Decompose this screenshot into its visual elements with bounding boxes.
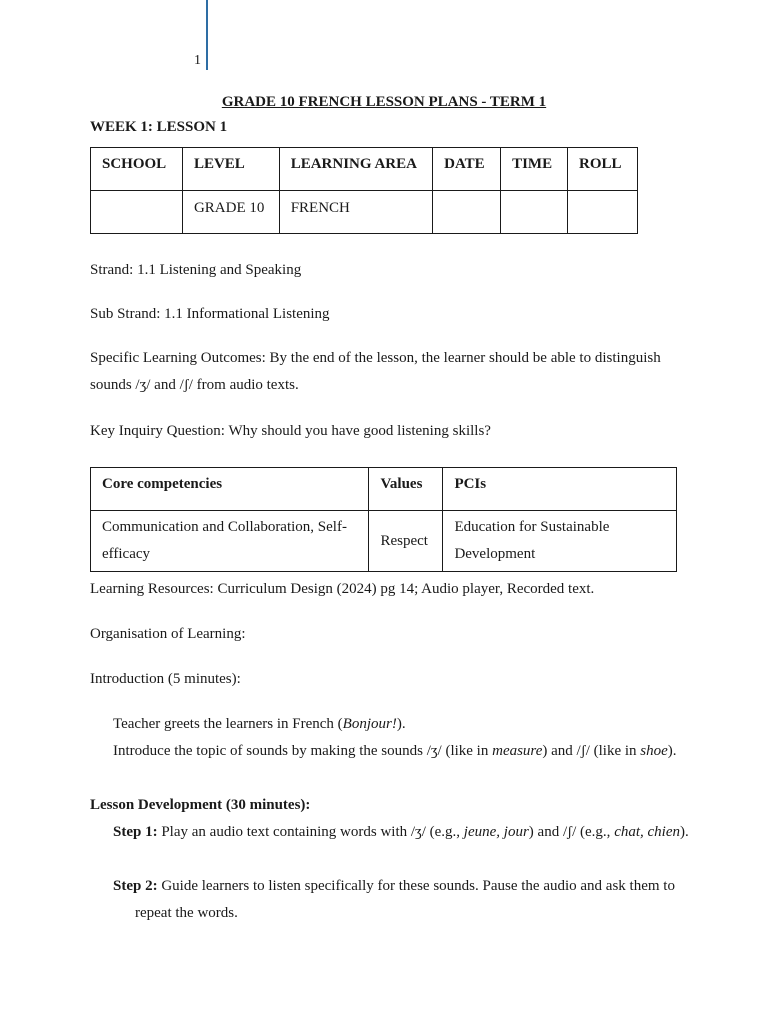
header-time: TIME (501, 148, 568, 191)
page-number: 1 (194, 53, 201, 68)
cell-roll (568, 191, 638, 234)
competencies-table (90, 467, 677, 572)
step-2-label: Step 2: (113, 878, 158, 894)
topic-end: ). (667, 743, 677, 759)
table-row (91, 511, 677, 572)
header-values: Values (369, 468, 443, 511)
header-date: DATE (433, 148, 501, 191)
table-header-row (91, 468, 677, 511)
header-learning-area: LEARNING AREA (279, 148, 432, 191)
cell-learning-area: FRENCH (279, 191, 432, 234)
cell-level: GRADE 10 (182, 191, 279, 234)
lesson-development-heading: Lesson Development (30 minutes): (90, 797, 311, 813)
header-school: SCHOOL (91, 148, 183, 191)
topic-example-1: measure (492, 743, 543, 759)
document-title: GRADE 10 FRENCH LESSON PLANS - TERM 1 (221, 94, 547, 110)
cell-date (433, 191, 501, 234)
organisation-of-learning: Organisation of Learning: (90, 626, 246, 642)
cell-values: Respect (369, 511, 443, 572)
header-core-competencies: Core competencies (91, 468, 369, 511)
intro-topic (113, 738, 705, 765)
cell-core-competencies: Communication and Collaboration, Self-efficacy (91, 511, 369, 572)
step-1-mid: ) and /ʃ/ (e.g., (528, 824, 615, 840)
step-2-text: Guide learners to listen specifically for these sounds. Pause the audio and ask them to repeat the words. (135, 878, 675, 921)
step-2 (113, 873, 705, 927)
topic-mid: ) and /ʃ/ (like in (542, 743, 641, 759)
header-roll: ROLL (568, 148, 638, 191)
step-1-text: Play an audio text containing words with /ʒ/ (e.g., (157, 824, 464, 840)
step-1 (113, 819, 705, 846)
sub-strand: Sub Strand: 1.1 Informational Listening (90, 306, 330, 322)
key-inquiry-question: Key Inquiry Question: Why should you have good listening skills? (90, 423, 491, 439)
step-1-examples-2: chat, chien (614, 824, 680, 840)
week-heading: WEEK 1: LESSON 1 (90, 119, 228, 135)
cell-pcis: Education for Sustainable Development (443, 511, 677, 572)
step-1-label: Step 1: (113, 824, 158, 840)
strand: Strand: 1.1 Listening and Speaking (90, 262, 302, 278)
table-row (91, 191, 638, 234)
intro-greeting (113, 711, 705, 738)
learning-outcomes: Specific Learning Outcomes: By the end of the lesson, the learner should be able to distinguish sounds /ʒ/ and /ʃ/ from audio texts. (90, 350, 661, 393)
step-1-examples-1: jeune, jour (463, 824, 529, 840)
step-1-end: ). (680, 824, 689, 840)
cell-school (91, 191, 183, 234)
lesson-info-table (90, 147, 638, 234)
header-level: LEVEL (182, 148, 279, 191)
table-header-row (91, 148, 638, 191)
margin-line (206, 0, 208, 70)
topic-text: Introduce the topic of sounds by making the sounds /ʒ/ (like in (113, 743, 493, 759)
introduction-heading: Introduction (5 minutes): (90, 671, 241, 687)
topic-example-2: shoe (640, 743, 668, 759)
header-pcis: PCIs (443, 468, 677, 511)
learning-resources: Learning Resources: Curriculum Design (2024) pg 14; Audio player, Recorded text. (90, 581, 595, 597)
greeting-text: Teacher greets the learners in French ( (113, 716, 343, 732)
cell-time (501, 191, 568, 234)
greeting-word: Bonjour! (342, 716, 397, 732)
greeting-end: ). (396, 716, 406, 732)
